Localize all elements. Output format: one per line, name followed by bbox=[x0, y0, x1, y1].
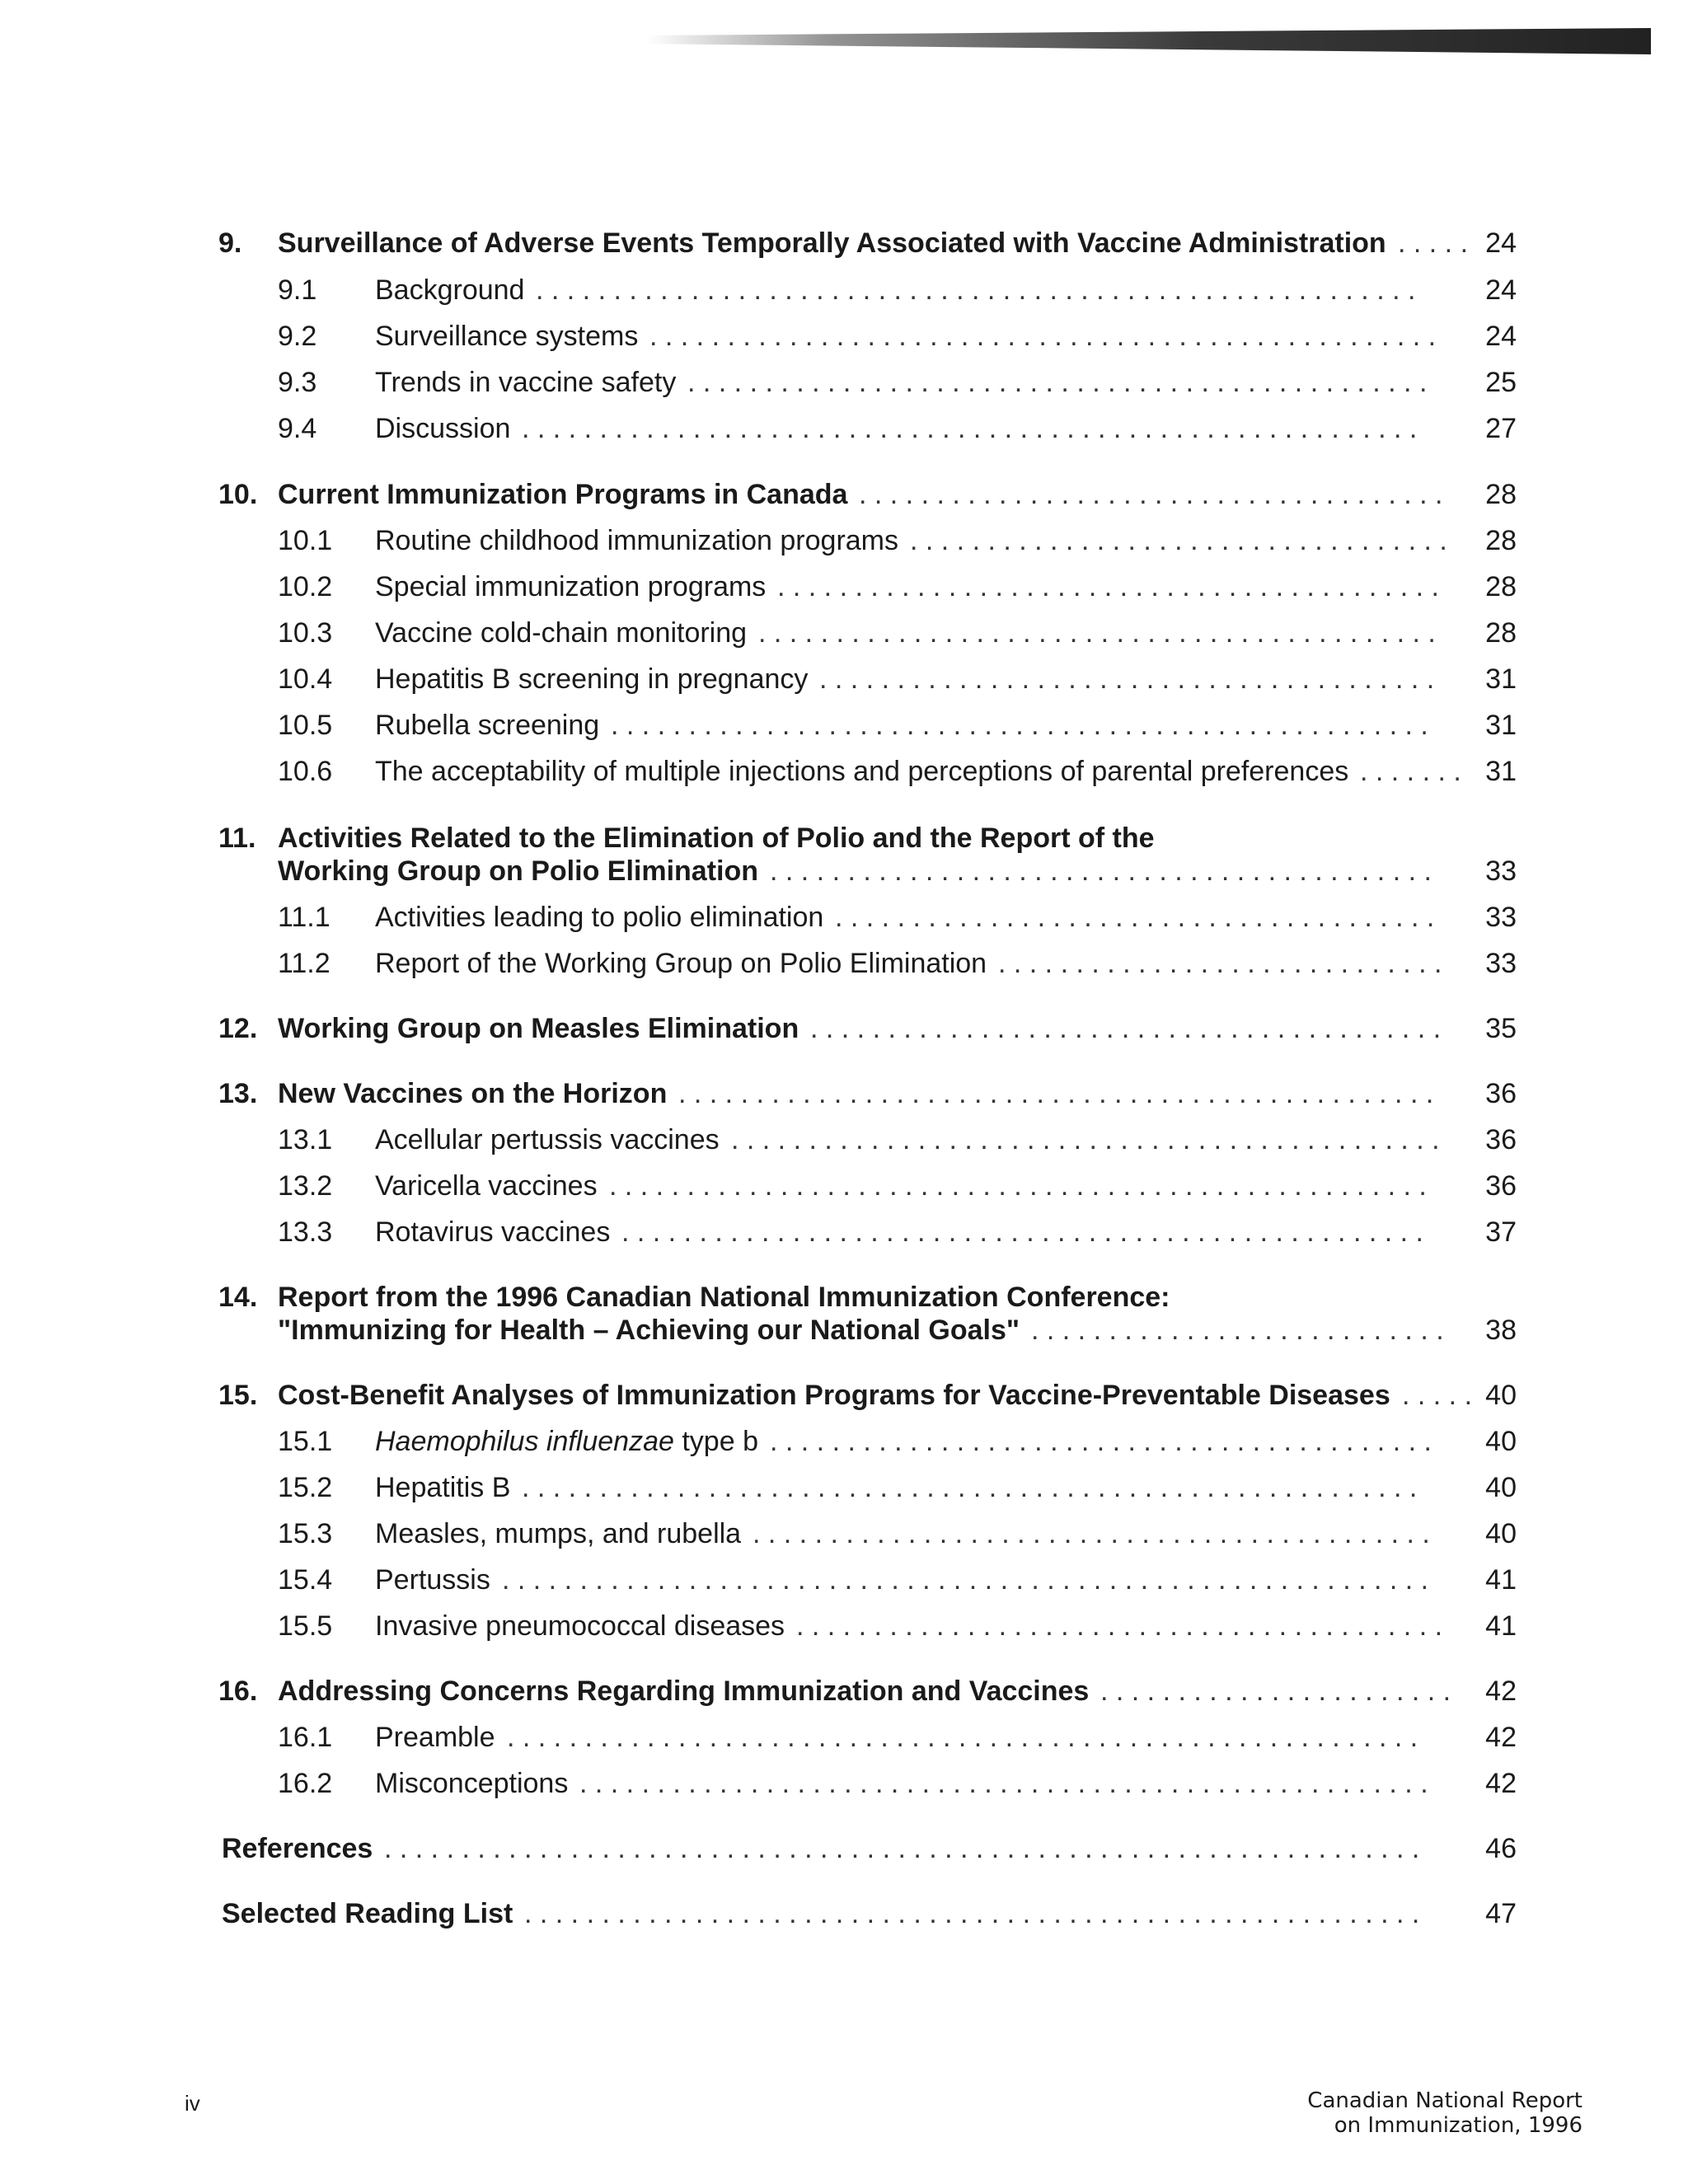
entry-number: 15.4 bbox=[278, 1564, 333, 1596]
toc-entry[interactable] bbox=[0, 855, 1688, 888]
entry-page: 38 bbox=[1485, 1315, 1517, 1346]
entry-number: 10.5 bbox=[278, 710, 333, 741]
dot-leader: . . . . . . . . . . . . . . . . . . . . . . . . . . . . . . . . . . . . . . . . . . . bbox=[777, 571, 1439, 602]
dot-leader: . . . . . . . . . . . . . . . . . . . . . . . . . . . . . . . . . . . . . . . . . . . . . . . . . . . . bbox=[621, 1216, 1423, 1248]
entry-title-line1: Report from the 1996 Canadian National Immunization Conference: bbox=[278, 1282, 1170, 1313]
entry-page: 25 bbox=[1485, 367, 1517, 398]
entry-number: 15. bbox=[218, 1380, 258, 1411]
dot-leader: . . . . . . . . . . . . . . . . . . . . . . . . . . . . . . . . . . . . . . . . . . . . . . . . . . . . . bbox=[611, 710, 1428, 741]
toc-entry[interactable] bbox=[0, 478, 1688, 511]
entry-number: 13.2 bbox=[278, 1170, 333, 1202]
entry-title: Routine childhood immunization programs bbox=[375, 525, 898, 556]
entry-title: "Immunizing for Health – Achieving our National Goals" bbox=[278, 1315, 1020, 1346]
dot-leader: . . . . . . . . . . . . . . . . . . . . . . . . . . . . . . . . . . . . . . . . . . . . . . . . . . . . . . . . . . . bbox=[507, 1722, 1418, 1753]
entry-page: 27 bbox=[1485, 413, 1517, 444]
entry-page: 28 bbox=[1485, 479, 1517, 510]
entry-title: Discussion bbox=[375, 413, 511, 444]
toc-entry[interactable] bbox=[0, 616, 1688, 649]
entry-page: 31 bbox=[1485, 710, 1517, 741]
entry-number: 16. bbox=[218, 1675, 258, 1707]
toc-entry[interactable] bbox=[0, 1425, 1688, 1458]
entry-number: 9.2 bbox=[278, 321, 317, 352]
dot-leader: . . . . . . . . . . . . . . . . . . . . . . . . . . . . . . . . . . . . . . . . . . . . . . . . . . . . . . . . . . . . bbox=[502, 1564, 1429, 1596]
entry-number: 9.4 bbox=[278, 413, 317, 444]
entry-title: Background bbox=[375, 274, 525, 306]
entry-page: 28 bbox=[1485, 571, 1517, 602]
entry-page: 40 bbox=[1485, 1380, 1517, 1411]
entry-title-italic: Haemophilus influenzae bbox=[375, 1426, 674, 1457]
entry-page: 33 bbox=[1485, 855, 1517, 887]
toc-entry[interactable] bbox=[0, 709, 1688, 742]
entry-title: Preamble bbox=[375, 1722, 495, 1753]
entry-page: 35 bbox=[1485, 1013, 1517, 1044]
entry-page: 40 bbox=[1485, 1518, 1517, 1549]
toc-entry[interactable] bbox=[0, 1379, 1688, 1412]
toc-entry[interactable] bbox=[0, 1471, 1688, 1504]
entry-title: New Vaccines on the Horizon bbox=[278, 1078, 668, 1109]
toc-entry-heading-line bbox=[0, 1281, 1688, 1314]
entry-page: 41 bbox=[1485, 1610, 1517, 1642]
dot-leader: . . . . . . . . . . . . . . . . . . . . . . . . . . . . . . . . . . . . . . . . . . . bbox=[770, 855, 1432, 887]
toc-entry[interactable] bbox=[0, 901, 1688, 934]
entry-title-line1: Activities Related to the Elimination of Polio and the Report of the bbox=[278, 823, 1155, 854]
entry-title: Working Group on Polio Elimination bbox=[278, 855, 759, 887]
entry-number: 15.5 bbox=[278, 1610, 333, 1642]
entry-number: 16.2 bbox=[278, 1768, 333, 1799]
dot-leader: . . . . . . . . . . . . . . . . . . . . . . . . . . . . . . . . . . . . . . . . bbox=[819, 663, 1435, 695]
entry-number: 13.1 bbox=[278, 1124, 333, 1155]
entry-number: 15.3 bbox=[278, 1518, 333, 1549]
entry-page: 42 bbox=[1485, 1675, 1517, 1707]
toc-entry[interactable] bbox=[0, 947, 1688, 980]
toc-entry[interactable] bbox=[0, 320, 1688, 353]
dot-leader: . . . . . bbox=[1402, 1380, 1473, 1411]
entry-title: Trends in vaccine safety bbox=[375, 367, 677, 398]
entry-page: 31 bbox=[1485, 756, 1517, 787]
dot-leader: . . . . . . . . . . . . . . . . . . . . . . . . . . . . . . . . . . . . . . . . . . . . bbox=[753, 1518, 1430, 1549]
dot-leader: . . . . . . . . . . . . . . . . . . . . . . . . . . . . . . . . . . . . . . bbox=[859, 479, 1443, 510]
entry-title: Measles, mumps, and rubella bbox=[375, 1518, 742, 1549]
entry-number: 9.3 bbox=[278, 367, 317, 398]
entry-number: 10.6 bbox=[278, 756, 333, 787]
entry-title: Report of the Working Group on Polio Elimination bbox=[375, 948, 987, 979]
entry-page: 24 bbox=[1485, 227, 1517, 259]
entry-page: 28 bbox=[1485, 617, 1517, 649]
entry-title: Varicella vaccines bbox=[375, 1170, 598, 1202]
dot-leader: . . . . . . . . . . . . . . . . . . . . . . . bbox=[1100, 1675, 1451, 1707]
toc-entry[interactable] bbox=[0, 663, 1688, 696]
dot-leader: . . . . . . . . . . . . . . . . . . . . . . . . . . . . . . . . . . . . . . . . . . . . . . . . . bbox=[678, 1078, 1434, 1109]
dot-leader: . . . . . . . . . . . . . . . . . . . . . . . . . . . bbox=[1031, 1315, 1444, 1346]
entry-number: 15.1 bbox=[278, 1426, 333, 1457]
dot-leader: . . . . . . . . . . . . . . . . . . . . . . . . . . . . . . . . . . . . . . . . . . . . . . . . . . . . . . . . . bbox=[536, 274, 1416, 306]
entry-title: Working Group on Measles Elimination bbox=[278, 1013, 799, 1044]
toc-entry[interactable] bbox=[0, 1897, 1688, 1930]
entry-number: 10.4 bbox=[278, 663, 333, 695]
entry-title bbox=[375, 1425, 758, 1458]
entry-page: 33 bbox=[1485, 902, 1517, 933]
toc-entry-heading-line bbox=[0, 822, 1688, 855]
entry-title: Selected Reading List bbox=[222, 1898, 513, 1929]
publication-title-line2: on Immunization, 1996 bbox=[1334, 2113, 1582, 2138]
entry-number: 11. bbox=[218, 823, 256, 854]
dot-leader: . . . . . . . . . . . . . . . . . . . . . . . . . . . . . . . . . . . bbox=[910, 525, 1447, 556]
entry-title: References bbox=[222, 1833, 373, 1864]
entry-title: The acceptability of multiple injections and perceptions of parental preferences bbox=[375, 756, 1349, 787]
entry-title: Invasive pneumococcal diseases bbox=[375, 1610, 785, 1642]
entry-page: 33 bbox=[1485, 948, 1517, 979]
entry-title: Surveillance systems bbox=[375, 321, 639, 352]
entry-title: Hepatitis B bbox=[375, 1472, 511, 1503]
toc-entry[interactable] bbox=[0, 1169, 1688, 1202]
entry-number: 10.2 bbox=[278, 571, 333, 602]
dot-leader: . . . . . . . . . . . . . . . . . . . . . . . . . . . . . . . . . . . . . . . . . . . . . . . . . . . . . bbox=[609, 1170, 1427, 1202]
dot-leader: . . . . . . . . . . . . . . . . . . . . . . . . . . . . . . . . . . . . . . . . . . . bbox=[770, 1426, 1432, 1457]
entry-page: 36 bbox=[1485, 1078, 1517, 1109]
entry-title: Addressing Concerns Regarding Immunization and Vaccines bbox=[278, 1675, 1090, 1707]
publication-title-line1: Canadian National Report bbox=[1307, 2088, 1582, 2113]
toc-entry[interactable] bbox=[0, 1610, 1688, 1643]
toc-entry[interactable] bbox=[0, 1517, 1688, 1550]
dot-leader: . . . . . . . . . . . . . . . . . . . . . . . . . . . . . . . . . . . . . . . bbox=[835, 902, 1435, 933]
toc-entry[interactable] bbox=[0, 524, 1688, 557]
dot-leader: . . . . . bbox=[1398, 227, 1469, 259]
entry-page: 37 bbox=[1485, 1216, 1517, 1248]
dot-leader: . . . . . . . . . . . . . . . . . . . . . . . . . . . . . . . . . . . . . . . . . . . . . . . . . . . . . . . . . . bbox=[524, 1898, 1420, 1929]
entry-number: 16.1 bbox=[278, 1722, 333, 1753]
toc-entry[interactable] bbox=[0, 1675, 1688, 1708]
entry-title: Vaccine cold-chain monitoring bbox=[375, 617, 748, 649]
entry-title: Rubella screening bbox=[375, 710, 600, 741]
entry-page: 31 bbox=[1485, 663, 1517, 695]
toc-entry[interactable] bbox=[0, 1123, 1688, 1156]
entry-page: 42 bbox=[1485, 1722, 1517, 1753]
entry-number: 10.1 bbox=[278, 525, 333, 556]
entry-title: Activities leading to polio elimination bbox=[375, 902, 824, 933]
header-rule bbox=[647, 28, 1651, 54]
toc-entry[interactable] bbox=[0, 1721, 1688, 1754]
entry-page: 46 bbox=[1485, 1833, 1517, 1864]
entry-number: 13. bbox=[218, 1078, 258, 1109]
toc-entry[interactable] bbox=[0, 227, 1688, 260]
toc-entry[interactable] bbox=[0, 755, 1688, 788]
toc-entry[interactable] bbox=[0, 366, 1688, 399]
entry-title: Misconceptions bbox=[375, 1768, 569, 1799]
entry-number: 9.1 bbox=[278, 274, 317, 306]
entry-page: 40 bbox=[1485, 1472, 1517, 1503]
dot-leader: . . . . . . . . . . . . . . . . . . . . . . . . . . . . . . . . . . . . . . . . . . . . . . . . . . . . . . . . . . bbox=[522, 1472, 1418, 1503]
entry-page: 28 bbox=[1485, 525, 1517, 556]
page-number: iv bbox=[185, 2091, 200, 2116]
toc-entry[interactable] bbox=[0, 1563, 1688, 1596]
entry-title: Acellular pertussis vaccines bbox=[375, 1124, 720, 1155]
toc-entry[interactable] bbox=[0, 412, 1688, 445]
entry-number: 12. bbox=[218, 1013, 258, 1044]
dot-leader: . . . . . . . . . . . . . . . . . . . . . . . . . . . . . . . . . . . . . . . . . . . . . . bbox=[731, 1124, 1440, 1155]
dot-leader: . . . . . . . . . . . . . . . . . . . . . . . . . . . . . bbox=[998, 948, 1442, 979]
toc-entry[interactable] bbox=[0, 1012, 1688, 1045]
toc-entry[interactable] bbox=[0, 1767, 1688, 1800]
entry-title: Pertussis bbox=[375, 1564, 490, 1596]
dot-leader: . . . . . . . . . . . . . . . . . . . . . . . . . . . . . . . . . . . . . . . . . . . . . . . . . . . bbox=[649, 321, 1437, 352]
entry-page: 36 bbox=[1485, 1170, 1517, 1202]
dot-leader: . . . . . . . . . . . . . . . . . . . . . . . . . . . . . . . . . . . . . . . . . . . . . . . . bbox=[687, 367, 1428, 398]
entry-number: 11.1 bbox=[278, 902, 331, 933]
toc-entry[interactable] bbox=[0, 1077, 1688, 1110]
entry-number: 14. bbox=[218, 1282, 258, 1313]
entry-number: 11.2 bbox=[278, 948, 331, 979]
toc-entry[interactable] bbox=[0, 274, 1688, 307]
toc-entry[interactable] bbox=[0, 1216, 1688, 1249]
entry-page: 36 bbox=[1485, 1124, 1517, 1155]
entry-page: 40 bbox=[1485, 1426, 1517, 1457]
dot-leader: . . . . . . . . . . . . . . . . . . . . . . . . . . . . . . . . . . . . . . . . . . . . bbox=[758, 617, 1436, 649]
entry-title-rest: type b bbox=[673, 1426, 758, 1457]
publication-title bbox=[1294, 2088, 1582, 2138]
entry-number: 10.3 bbox=[278, 617, 333, 649]
toc-entry[interactable] bbox=[0, 1832, 1688, 1865]
entry-title: Surveillance of Adverse Events Temporally Associated with Vaccine Administration bbox=[278, 227, 1386, 259]
dot-leader: . . . . . . . . . . . . . . . . . . . . . . . . . . . . . . . . . . . . . . . . . . . . . . . . . . . . . . . . . . . . . . . . . . . bbox=[384, 1833, 1420, 1864]
entry-page: 24 bbox=[1485, 274, 1517, 306]
entry-title: Current Immunization Programs in Canada bbox=[278, 479, 848, 510]
toc-entry[interactable] bbox=[0, 1314, 1688, 1347]
entry-number: 13.3 bbox=[278, 1216, 333, 1248]
dot-leader: . . . . . . . bbox=[1360, 756, 1461, 787]
entry-page: 24 bbox=[1485, 321, 1517, 352]
entry-page: 47 bbox=[1485, 1898, 1517, 1929]
entry-number: 15.2 bbox=[278, 1472, 333, 1503]
dot-leader: . . . . . . . . . . . . . . . . . . . . . . . . . . . . . . . . . . . . . . . . . bbox=[810, 1013, 1442, 1044]
entry-number: 10. bbox=[218, 479, 258, 510]
entry-number: 9. bbox=[218, 227, 242, 259]
entry-title: Cost-Benefit Analyses of Immunization Programs for Vaccine-Preventable Diseases bbox=[278, 1380, 1390, 1411]
entry-page: 42 bbox=[1485, 1768, 1517, 1799]
entry-title: Special immunization programs bbox=[375, 571, 767, 602]
dot-leader: . . . . . . . . . . . . . . . . . . . . . . . . . . . . . . . . . . . . . . . . . . bbox=[796, 1610, 1443, 1642]
dot-leader: . . . . . . . . . . . . . . . . . . . . . . . . . . . . . . . . . . . . . . . . . . . . . . . . . . . . . . . . . . bbox=[522, 413, 1418, 444]
dot-leader: . . . . . . . . . . . . . . . . . . . . . . . . . . . . . . . . . . . . . . . . . . . . . . . . . . . . . . . bbox=[579, 1768, 1428, 1799]
entry-title: Hepatitis B screening in pregnancy bbox=[375, 663, 809, 695]
entry-page: 41 bbox=[1485, 1564, 1517, 1596]
toc-entry[interactable] bbox=[0, 570, 1688, 603]
entry-title: Rotavirus vaccines bbox=[375, 1216, 611, 1248]
